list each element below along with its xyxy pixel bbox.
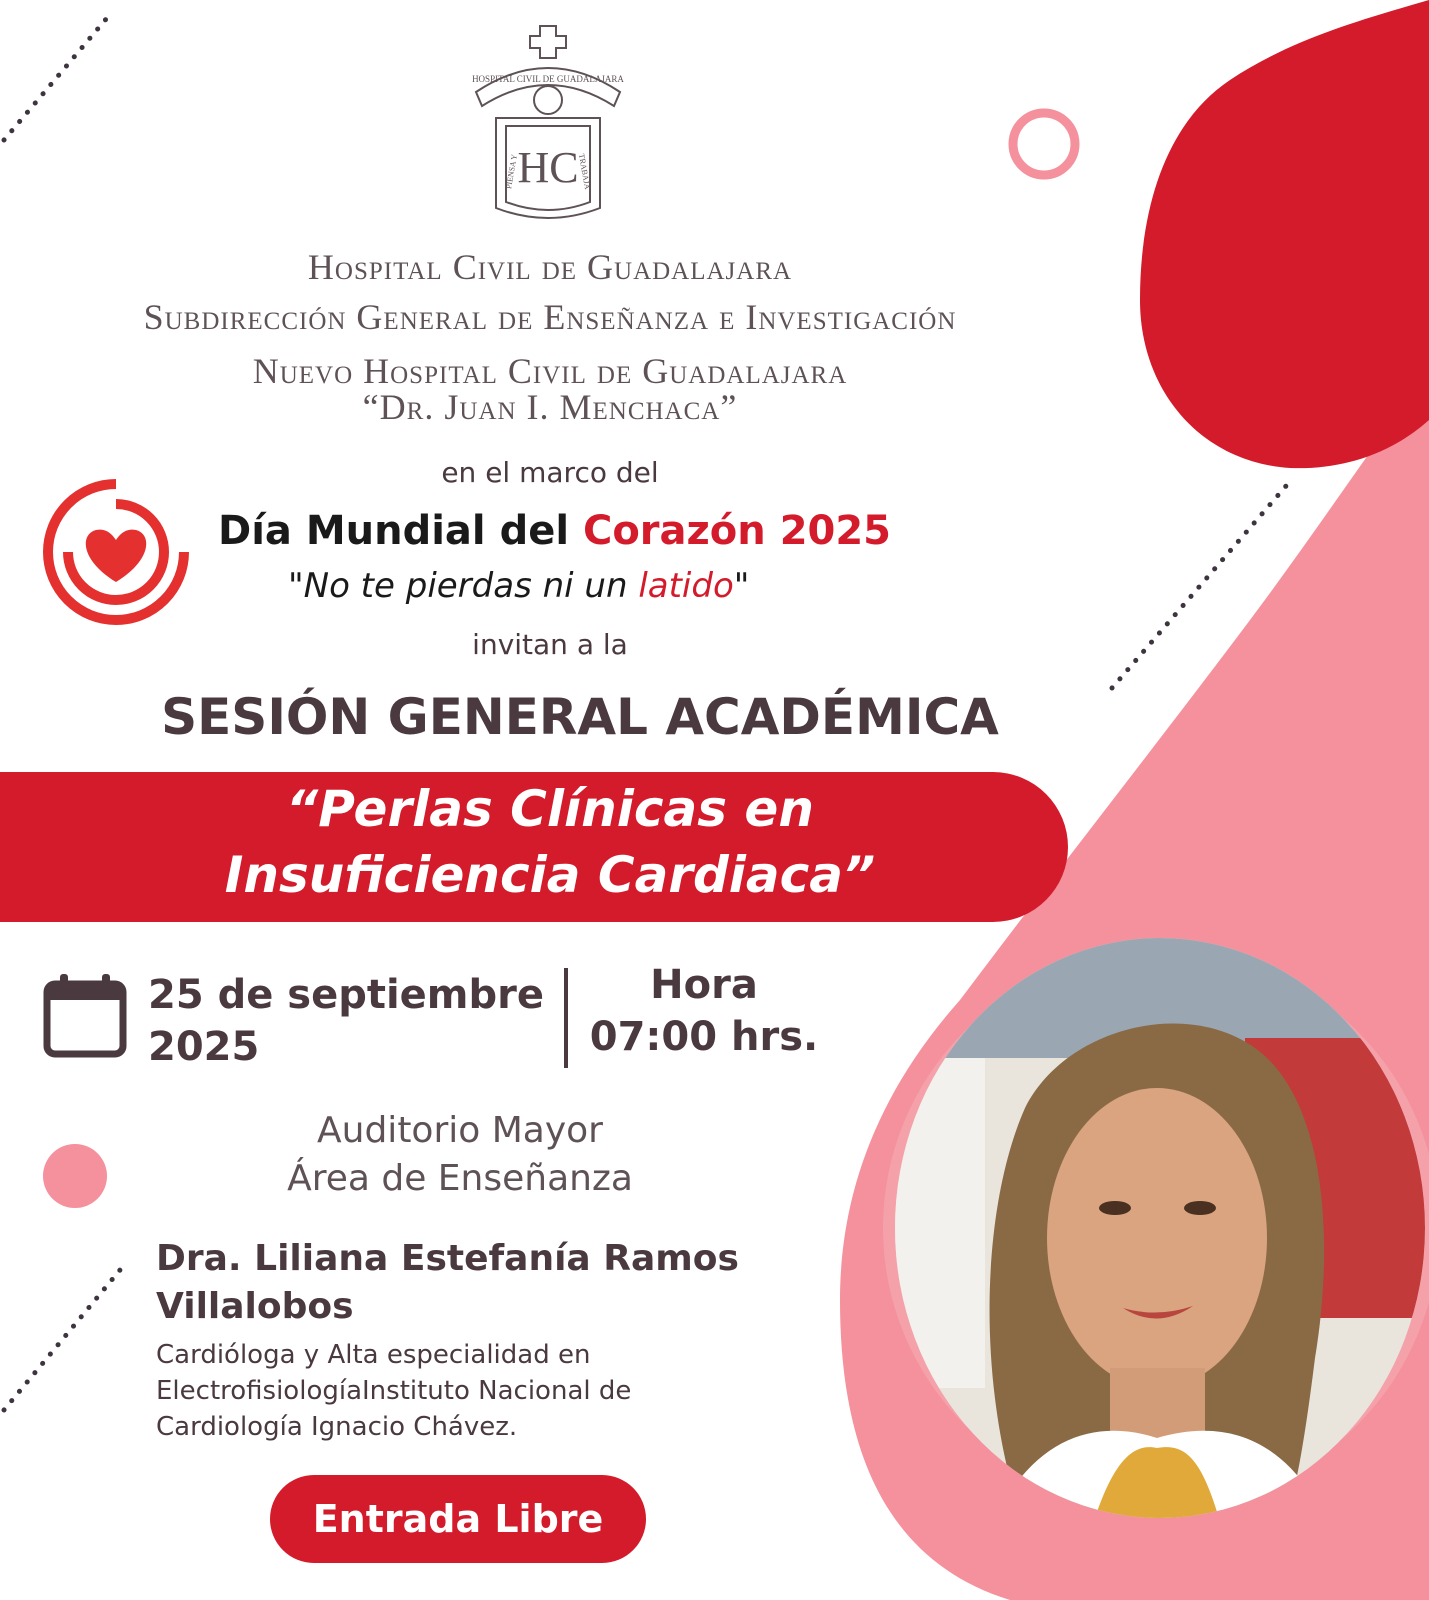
session-heading: SESIÓN GENERAL ACADÉMICA: [161, 688, 999, 746]
slogan-open: "No te pierdas ni un: [288, 566, 639, 606]
invite-text: invitan a la: [472, 628, 628, 661]
slogan-highlight: latido: [638, 566, 734, 606]
logo-motto-left: PIENSA Y: [504, 153, 520, 190]
location-line-1: Auditorio Mayor: [317, 1110, 603, 1151]
session-title-line-1: “Perlas Clínicas en: [286, 780, 814, 838]
pink-dot-decoration: [43, 1144, 107, 1208]
session-title-line-2: Insuficiencia Cardiaca”: [224, 846, 876, 904]
event-title: [218, 508, 891, 554]
time-value: 07:00 hrs.: [589, 1014, 819, 1060]
header-line-1: Hospital Civil de Guadalajara: [307, 247, 793, 287]
date-line-1: 25 de septiembre: [148, 972, 544, 1018]
session-title-band: [0, 772, 1068, 922]
event-title-prefix: Día Mundial del: [218, 508, 583, 554]
speaker-bio-line-3: Cardiología Ignacio Chávez.: [156, 1412, 518, 1442]
dotted-line-top-left: [4, 12, 112, 140]
header-line-3: Nuevo Hospital Civil de Guadalajara: [252, 351, 848, 391]
heart-pulse-icon: [40, 476, 192, 628]
header-line-4: “Dr. Juan I. Menchaca”: [362, 387, 738, 427]
speaker-photo: [895, 938, 1425, 1518]
red-corner-shape: [1140, 0, 1429, 468]
speaker-bio-line-1: Cardióloga y Alta especialidad en: [156, 1340, 591, 1370]
entrada-libre-button[interactable]: Entrada Libre: [270, 1475, 646, 1563]
date-line-2: 2025: [148, 1024, 260, 1070]
logo-ribbon-text: HOSPITAL CIVIL DE GUADALAJARA: [472, 74, 624, 84]
speaker-name-line-2: Villalobos: [156, 1286, 354, 1327]
slogan-close: ": [733, 566, 750, 606]
calendar-icon: [42, 972, 128, 1060]
speaker-bio-line-2: ElectrofisiologíaInstituto Nacional de: [156, 1376, 632, 1406]
event-slogan: [288, 566, 749, 606]
speaker-name-line-1: Dra. Liliana Estefanía Ramos: [156, 1238, 739, 1279]
logo-motto-right: TRABAJA: [576, 153, 593, 191]
dotted-line-bottom-left: [4, 1270, 120, 1410]
logo-monogram: HC: [517, 143, 579, 192]
location-line-2: Área de Enseñanza: [287, 1158, 633, 1199]
schedule-divider: [564, 968, 568, 1068]
intro-text: en el marco del: [441, 456, 659, 489]
time-label: Hora: [650, 962, 758, 1008]
hospital-logo: [468, 22, 628, 232]
pink-ring-decoration: [1013, 113, 1075, 175]
header-line-2: Subdirección General de Enseñanza e Investigación: [143, 297, 957, 337]
event-title-highlight: Corazón 2025: [582, 508, 892, 554]
